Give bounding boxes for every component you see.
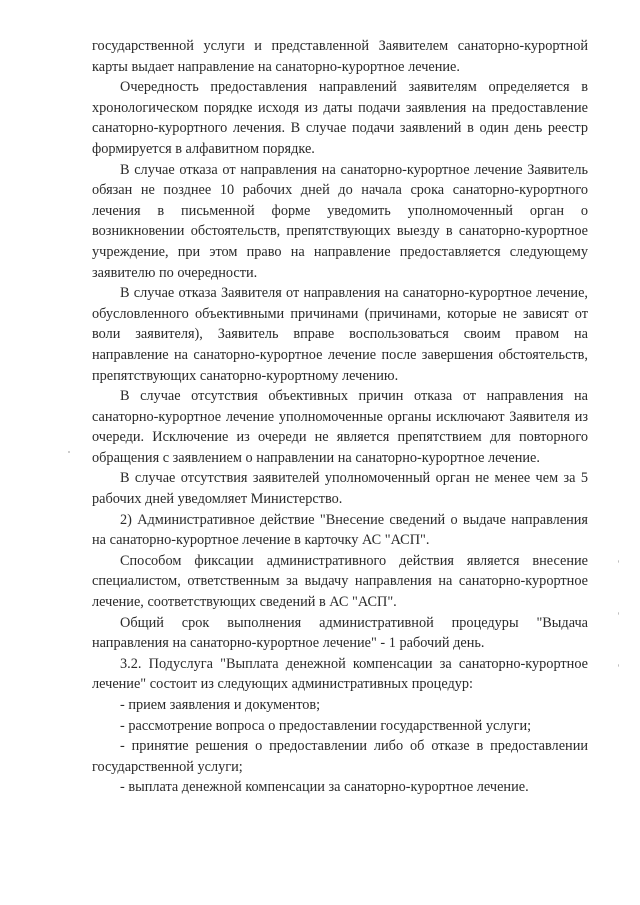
paragraph-objective-reasons: В случае отказа Заявителя от направления на санаторно-курортное лечение, обусловленного объективными причинами (причинами, которые не зависят от воли заявителя), Заявитель вправе воспользоваться своим правом на направление на санаторно-курортное лечение после завершения обстоятельств, препятствующих санаторно-курортному лечению. — [92, 285, 588, 384]
paragraph-total-term: Общий срок выполнения административной процедуры "Выдача направления на санаторно-курортное лечение" - 1 рабочий день. — [92, 614, 588, 652]
document-page — [92, 36, 588, 798]
paragraph-subservice-3-2: 3.2. Подуслуга "Выплата денежной компенсации за санаторно-курортное лечение" состоит из следующих административных процедур: — [92, 655, 588, 693]
paragraph-fixation-method: Способом фиксации административного действия является внесение специалистом, ответственным за выдачу направления на санаторно-курортное лечение, соответствующих сведений в АС "АСП". — [92, 552, 588, 611]
list-item-payment: - выплата денежной компенсации за санаторно-курортное лечение. — [120, 779, 529, 796]
scan-speck — [618, 560, 619, 563]
paragraph-queue-exclusion: В случае отсутствия объективных причин отказа от направления на санаторно-курортное лечение уполномоченные органы исключают Заявителя из очереди. Исключение из очереди не является препятствием для повторного обращения с заявлением о направлении на санаторно-курортное лечение. — [92, 388, 588, 466]
paragraph-continuation: государственной услуги и представленной Заявителем санаторно-курортной карты выдает направление на санаторно-курортное лечение. — [92, 38, 588, 75]
paragraph-queue-order: Очередность предоставления направлений заявителям определяется в хронологическом порядке исходя из даты подачи заявления на предоставление санаторно-курортного лечения. В случае подачи заявлений в один день реестр формируется в алфавитном порядке. — [92, 79, 588, 157]
scan-speck — [68, 451, 70, 453]
paragraph-ministry-notice: В случае отсутствия заявителей уполномоченный орган не менее чем за 5 рабочих дней уведомляет Министерство. — [92, 470, 588, 508]
paragraph-refusal-notice: В случае отказа от направления на санаторно-курортное лечение Заявитель обязан не позднее 10 рабочих дней до начала срока санаторно-курортного лечения в письменной форме уведомить уполномоченный орган о возникновении обстоятельств, препятствующих выезду в санаторно-курортное учреждение, при этом право на направление предоставляется следующему заявителю по очередности. — [92, 161, 588, 281]
list-item-decision: - принятие решения о предоставлении либо об отказе в предоставлении государственной услуги; — [92, 738, 588, 775]
list-item-consideration: - рассмотрение вопроса о предоставлении государственной услуги; — [120, 717, 532, 734]
paragraph-admin-action-2: 2) Административное действие "Внесение сведений о выдаче направления на санаторно-курортное лечение в карточку АС "АСП". — [92, 511, 588, 549]
scan-speck — [618, 612, 619, 615]
scan-speck — [618, 664, 619, 667]
list-item-reception: - прием заявления и документов; — [120, 697, 321, 713]
